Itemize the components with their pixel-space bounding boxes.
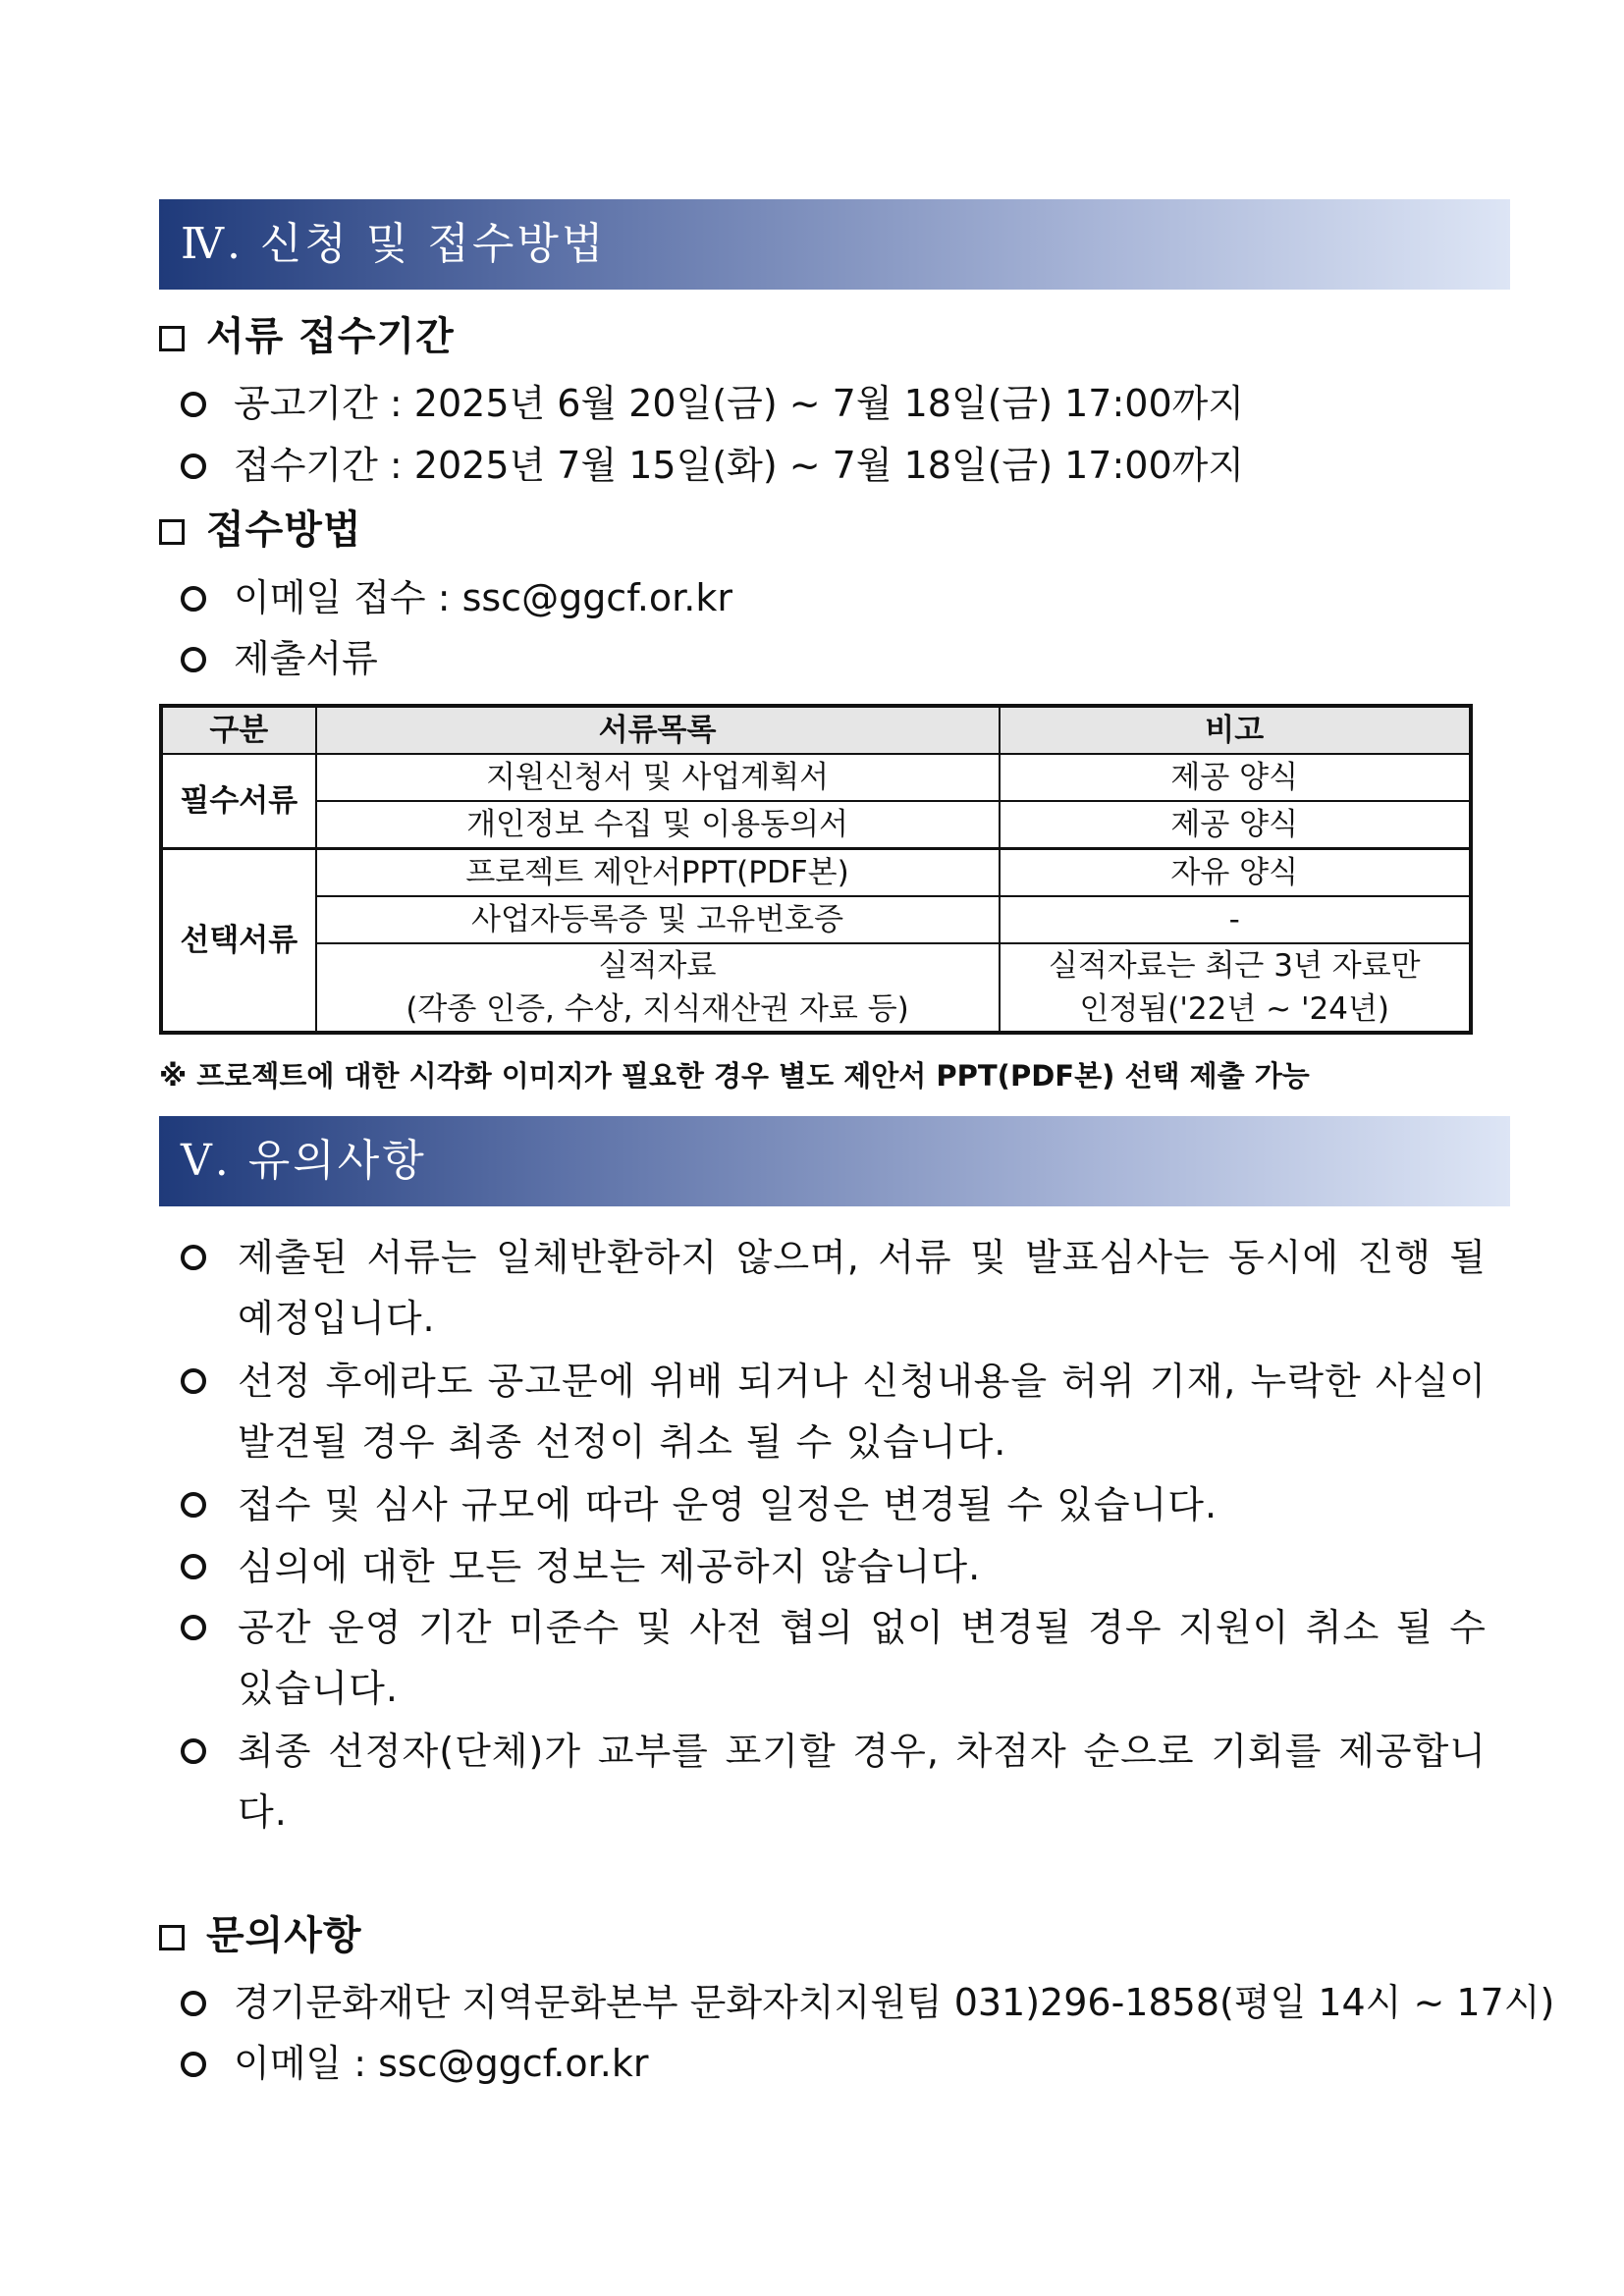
table-row (161, 801, 1471, 849)
notice-item (181, 1474, 1487, 1535)
circle-bullet-icon (181, 586, 206, 612)
circle-bullet-icon (181, 1991, 206, 2016)
circle-bullet-icon (181, 647, 206, 672)
doc-cell-multiline (316, 943, 1000, 1033)
note-cell-multiline (1000, 943, 1472, 1033)
circle-bullet-icon (181, 392, 206, 417)
square-bullet-icon (159, 519, 185, 545)
method-heading-text: 접수방법 (206, 507, 362, 553)
circle-bullet-icon (181, 1615, 206, 1640)
square-bullet-icon (159, 1925, 185, 1950)
notice-item (181, 1721, 1487, 1842)
doc-cell: 사업자등록증 및 고유번호증 (316, 896, 1000, 943)
table-header-cell: 비고 (1000, 706, 1472, 754)
table-header-cell: 서류목록 (316, 706, 1000, 754)
square-bullet-icon (159, 326, 185, 351)
note-cell: 제공 양식 (1000, 801, 1472, 849)
notice-item (181, 1536, 1487, 1597)
table-row (161, 896, 1471, 943)
period-item (181, 438, 1244, 493)
contact-item (181, 2036, 649, 2091)
table-header-row (161, 706, 1471, 754)
documents-table (159, 704, 1473, 1035)
contact-item (181, 1975, 1554, 2030)
note-cell: 자유 양식 (1000, 849, 1472, 897)
circle-bullet-icon (181, 1738, 206, 1764)
table-header-cell: 구분 (161, 706, 316, 754)
circle-bullet-icon (181, 1368, 206, 1394)
circle-bullet-icon (181, 1554, 206, 1579)
contact-heading-text: 문의사항 (206, 1913, 362, 1958)
period-item (181, 376, 1244, 431)
notice-item-text: 심의에 대한 모든 정보는 제공하지 않습니다. (238, 1545, 982, 1588)
circle-bullet-icon (181, 2052, 206, 2077)
contact-item-text: 이메일 : ssc@ggcf.or.kr (234, 2042, 649, 2085)
notice-item-text: 공간 운영 기간 미준수 및 사전 협의 없이 변경될 경우 지원이 취소 될 수 있습니다. (238, 1606, 1487, 1710)
section-5-banner: Ⅴ. 유의사항 (159, 1116, 1510, 1206)
note-line: 인정됨('22년 ~ '24년) (1079, 991, 1390, 1027)
doc-cell: 개인정보 수집 및 이용동의서 (316, 801, 1000, 849)
period-item-text: 접수기간 : 2025년 7월 15일(화) ~ 7월 18일(금) 17:00까지 (234, 444, 1245, 487)
notice-item-text: 제출된 서류는 일체반환하지 않으며, 서류 및 발표심사는 동시에 진행 될 예정입니다. (238, 1236, 1487, 1340)
method-item-text: 이메일 접수 : ssc@ggcf.or.kr (234, 576, 732, 619)
table-footnote: ※ 프로젝트에 대한 시각화 이미지가 필요한 경우 별도 제안서 PPT(PDF본) 선택 제출 가능 (159, 1059, 1310, 1093)
category-cell: 필수서류 (161, 754, 316, 849)
notice-item-text: 최종 선정자(단체)가 교부를 포기할 경우, 차점자 순으로 기회를 제공합니다. (238, 1730, 1487, 1834)
method-item-text: 제출서류 (234, 637, 378, 680)
circle-bullet-icon (181, 1245, 206, 1270)
notice-item (181, 1227, 1487, 1349)
contact-item-text: 경기문화재단 지역문화본부 문화자치지원팀 031)296-1858(평일 14시 ~ 17시) (234, 1981, 1555, 2024)
notice-item-text: 선정 후에라도 공고문에 위배 되거나 신청내용을 허위 기재, 누락한 사실이 발견될 경우 최종 선정이 취소 될 수 있습니다. (238, 1360, 1487, 1464)
note-cell: 제공 양식 (1000, 754, 1472, 801)
doc-cell: 지원신청서 및 사업계획서 (316, 754, 1000, 801)
period-heading (159, 308, 455, 365)
method-item (181, 631, 378, 686)
table-row (161, 849, 1471, 897)
notice-item (181, 1351, 1487, 1472)
section-4-banner: Ⅳ. 신청 및 접수방법 (159, 199, 1510, 290)
notice-item (181, 1597, 1487, 1719)
notice-item-text: 접수 및 심사 규모에 따라 운영 일정은 변경될 수 있습니다. (238, 1483, 1218, 1526)
table-row (161, 754, 1471, 801)
table-row (161, 943, 1471, 1033)
note-cell: - (1000, 896, 1472, 943)
method-item (181, 570, 732, 625)
circle-bullet-icon (181, 1492, 206, 1518)
category-cell: 선택서류 (161, 849, 316, 1034)
doc-cell: 프로젝트 제안서PPT(PDF본) (316, 849, 1000, 897)
circle-bullet-icon (181, 454, 206, 479)
doc-line: 실적자료 (598, 948, 717, 984)
period-item-text: 공고기간 : 2025년 6월 20일(금) ~ 7월 18일(금) 17:00까지 (234, 382, 1245, 425)
period-heading-text: 서류 접수기간 (206, 314, 455, 359)
doc-line: (각종 인증, 수상, 지식재산권 자료 등) (406, 991, 909, 1027)
contact-heading (159, 1907, 362, 1964)
method-heading (159, 502, 362, 559)
note-line: 실적자료는 최근 3년 자료만 (1048, 948, 1421, 984)
